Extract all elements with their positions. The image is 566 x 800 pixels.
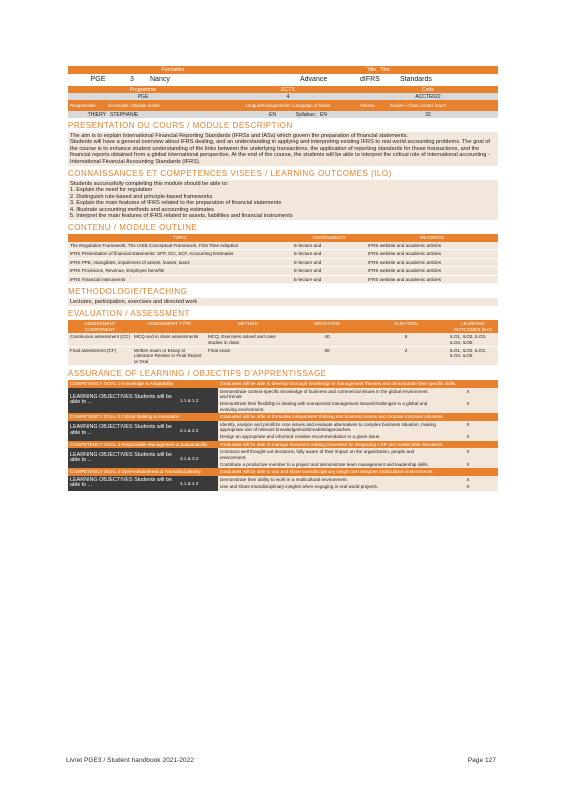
formation-label: Formation: [161, 67, 185, 73]
outline-assignment: E-lecture and: [292, 242, 366, 250]
table-row: [68, 258, 498, 266]
code-label: Code: [422, 86, 434, 93]
page-footer: [66, 757, 496, 764]
tuition-language: EN: [269, 111, 276, 118]
programme-level: 3: [130, 76, 134, 83]
objective-row: [68, 421, 498, 434]
outline-header-row: [68, 234, 498, 241]
objective-check: X: [466, 401, 470, 407]
assessment-header-weighting: WEIGHTING: [290, 320, 364, 333]
assessment-type: MCQ and in class assessments: [132, 333, 206, 346]
table-row: [68, 333, 498, 346]
outline-reading: IFRS website and academic articles: [366, 250, 498, 258]
assessment-weighting: 40: [290, 333, 364, 346]
outline-topic: IFRS Presentation of financial statements: SFP, SCI, SCF, Accounting Estimates: [68, 250, 292, 258]
assessment-header-component: ASSESSMENT COMPONENT: [68, 320, 132, 333]
objective-text: Demonstrate their flexibility in dealing with unexpected management issues/challenges in a global and evolving environment.: [220, 401, 428, 412]
course-sheet: [68, 66, 498, 491]
programme-label: Programme: [129, 86, 157, 93]
assessment-type: Written exam or Essay or Literature Review or Final Report or Oral: [132, 346, 206, 365]
header-row-5: [68, 100, 498, 111]
section-outcomes-title: CONNAISSANCES ET COMPETENCES VISEES / LEARNING OUTCOMES (ILO): [68, 169, 392, 179]
header-row-1: [68, 66, 498, 74]
learning-objectives-label: LEARNING OBJECTIVES Students will be able to ...: [68, 476, 178, 491]
objective-check: X: [466, 388, 470, 394]
programme-value: PGE: [137, 93, 149, 100]
outline-header-topic: TOPIC: [68, 234, 292, 241]
competency-goal-text: Graduates will be able to develop thorough knowledge in management theories and demonstrate their specific skills.: [218, 380, 498, 387]
objective-text: Identify, analyze and prioritize core issues and evaluate alternatives to complex business situation, making appropriate use of relevant knowledge/tools/models/approaches.: [220, 421, 436, 432]
competency-goal-label: COMPETENCY GOAL 2 Critical thinking & Innovation: [68, 413, 218, 420]
footer-page: [468, 757, 496, 764]
outcome-item: 3. Explain the main features of IFRS related to the preparation of financial statements: [70, 200, 282, 207]
section-assurance-title: ASSURANCE OF LEARNING / OBJECTIFS D'APPRENTISSAGE: [68, 369, 327, 379]
ects-label: ECTS: [281, 86, 295, 93]
objective-check: X: [466, 484, 470, 490]
competency-goal-text: Graduates will be able to manage decisions making processes by integrating CSR and sustainable standards.: [218, 441, 498, 448]
assessment-ilo: ILO1, ILO2, ILO3, ILO4, ILO5: [448, 346, 498, 365]
objective-numbers: 2.1 & 2.2: [178, 421, 218, 441]
assessment-duration: 2: [364, 346, 448, 365]
section-presentation-title: PRESENTATION DU COURS / MODULE DESCRIPTION: [68, 121, 293, 130]
outline-header-assignments: ASSIGNMENTS: [292, 234, 366, 241]
objective-check: X: [466, 421, 470, 427]
contact-hours-label: horaire / Class contact hours: [390, 102, 446, 108]
competency-goal-row: [68, 380, 498, 387]
outcome-item: 2. Distinguish rule-based and principle-based frameworks: [70, 193, 213, 200]
course-word-3: Standards: [400, 76, 432, 83]
leader-first-name: STEPHANIE: [110, 111, 139, 118]
outline-assignment: E-lecture and: [292, 275, 366, 283]
table-row: [68, 250, 498, 258]
contact-hours-value: 32: [425, 111, 431, 118]
table-row: [68, 346, 498, 365]
header-row-4: [68, 93, 498, 100]
header-row-6: [68, 111, 498, 118]
section-methodology-title: METHODOLOGIE/TEACHING: [68, 286, 188, 296]
learning-objectives-label: LEARNING OBJECTIVES Students will be able to ...: [68, 388, 178, 414]
learning-objectives-label: LEARNING OBJECTIVES Students will be able to ...: [68, 421, 178, 441]
presentation-paragraph: The aim is to explain International Financial Reporting Standards (IFRSs and IASs) which govern the preparation of financial statements.: [70, 133, 408, 139]
assessment-duration: 6: [364, 333, 448, 346]
objective-row: [68, 388, 498, 401]
outline-topic: IFRS PPE, intangibles, impairment of assets, leases, taxes: [68, 258, 292, 266]
header-row-2: [68, 74, 498, 86]
outcomes-intro: Students successfully completing this module should be able to:: [70, 181, 229, 188]
objective-row: [68, 448, 498, 461]
competency-goal-label: COMPETENCY GOAL 1 Knowledge & Adaptability: [68, 380, 218, 387]
language-label: Langue/Enseignement / Language of tuition: [245, 102, 331, 108]
section-evaluation-title: EVALUATION / ASSESSMENT: [68, 309, 190, 319]
objective-text: Demonstrate their ability to work in a multicultural environment.: [220, 476, 348, 482]
competency-goal-row: [68, 441, 498, 448]
ects-value: 4: [286, 93, 290, 100]
course-word-1: Advance: [300, 76, 328, 83]
objective-text: Contribute a productive member to a project and demonstrate team management and leadership skills.: [220, 462, 429, 468]
table-row: [68, 275, 498, 283]
assessment-header-method: METHOD: [206, 320, 290, 333]
objective-check: X: [466, 476, 470, 482]
assessment-header-row: [68, 320, 498, 333]
syllabus-language: EN: [320, 111, 327, 118]
objective-text: Use and share transdisciplinary insights when engaging in real world projects.: [220, 484, 379, 490]
competency-goal-label: COMPETENCY GOAL 3 Responsible Management & Sustainability: [68, 441, 218, 448]
assessment-header-ilo: LEARNING OUTCOMES (ILO): [448, 320, 498, 333]
outline-reading: IFRS website and academic articles: [366, 242, 498, 250]
outline-header-readings: READINGS: [366, 234, 498, 241]
objective-text: Demonstrate context-specific knowledge of business and commercial issues in the global environment and trends: [220, 388, 428, 399]
outline-topic: The Regulation Framework, The IASB Conceptual Framework, First Time Adoption: [68, 242, 292, 250]
assessment-header-type: ASSESSMENT TYPE: [132, 320, 206, 333]
outline-reading: IFRS website and academic articles: [366, 258, 498, 266]
competency-goal-row: [68, 413, 498, 420]
programme-name: PGE: [90, 76, 106, 83]
campus-name: Nancy: [150, 76, 170, 83]
outline-topic: IFRS Provisions, Revenue, Employee benefits: [68, 267, 292, 275]
competency-goal-text: Graduates will be able to formulate independent thinking into business issues and propose informed solutions.: [218, 413, 498, 420]
presentation-text: [68, 132, 498, 166]
outcome-item: 5. Interpret the main features of IFRS related to assets, liabilities and financial instruments: [70, 213, 293, 220]
assessment-weighting: 60: [290, 346, 364, 365]
competency-goal-label: COMPETENCY GOAL 4 Open-mindedness & Transdisciplinarity: [68, 468, 218, 475]
assessment-header-duration: DURATION: [364, 320, 448, 333]
module-leader-label: du module / Module leader: [108, 102, 160, 108]
competency-goal-row: [68, 468, 498, 475]
assessment-ilo: ILO1, ILO2, ILO3, ILO4, ILO5: [448, 333, 498, 346]
footer-page-number: 127: [484, 757, 496, 764]
learning-objectives-label: LEARNING OBJECTIVES Students will be able to ...: [68, 448, 178, 468]
competency-goal-text: Graduates will be able to use and share transdisciplinary insight and integrate multicultural environments.: [218, 468, 498, 475]
objective-text: Design an appropriate and informed creative recommendation to a given issue.: [220, 434, 381, 440]
objective-check: X: [466, 434, 470, 440]
table-row: [68, 267, 498, 275]
volume-label: Volume: [360, 102, 375, 108]
footer-handbook-label: Livret PGE3 / Student handbook 2021-2022: [66, 757, 194, 764]
assessment-table: [68, 320, 498, 366]
outline-assignment: E-lecture and: [292, 250, 366, 258]
objective-row: [68, 476, 498, 483]
outline-reading: IFRS website and academic articles: [366, 267, 498, 275]
code-value: ACCTE022: [415, 93, 441, 100]
outline-assignment: E-lecture and: [292, 258, 366, 266]
responsable-label: Responsable: [70, 102, 96, 108]
leader-last-name: THIERY: [87, 111, 106, 118]
objective-check: X: [466, 462, 470, 468]
syllabus-label: Syllabus:: [295, 111, 316, 118]
outcomes-block: [68, 180, 498, 220]
assessment-component: Continuous assessment (CC): [68, 333, 132, 346]
outcome-item: 4. Illustrate accounting methods and accounting estimates: [70, 206, 214, 213]
aol-table: [68, 380, 498, 491]
outline-assignment: E-lecture and: [292, 267, 366, 275]
footer-page-label: Page: [467, 757, 484, 764]
objective-numbers: 4.1 & 4.2: [178, 476, 218, 491]
section-outline-title: CONTENU / MODULE OUTLINE: [68, 223, 198, 233]
outcome-item: 1. Explain the need for regulation: [70, 187, 153, 194]
assessment-method: MCQ, Exercises solved and case studies in class: [206, 333, 290, 346]
outline-table: [68, 234, 498, 283]
methodology-text: Lectures, participation, exercises and directed work: [68, 298, 498, 306]
title-label: Title: [366, 67, 376, 73]
objective-numbers: 3.1 & 3.2: [178, 448, 218, 468]
objective-text: Construct well thought-out decisions, fully aware of their impact on the organization, people and environment.: [220, 449, 415, 460]
outline-topic: IFRS Financial instruments: [68, 275, 292, 283]
assessment-component: Final assessment (CF): [68, 346, 132, 365]
objective-check: X: [466, 449, 470, 455]
table-row: [68, 242, 498, 250]
objective-numbers: 1.1 & 1.2: [178, 388, 218, 414]
titre-label: Titre: [380, 67, 390, 73]
presentation-paragraph: Students will have a general overview about IFRS dealing, and an understanding in applying and interpreting existing IFRS to real world accounting problems. The goal of the course is to enhance student understanding of the links between the underlying transactions, the application of reporting standards for those transactions, and the financial reports obtained from a global international perspective. At the end of the course, the students will be able to interpret the critical role of international accounting - International Financial Accounting Standards (IFRS).: [70, 139, 490, 165]
assessment-method: Final exam: [206, 346, 290, 365]
outline-reading: IFRS website and academic articles: [366, 275, 498, 283]
course-word-2: dIFRS: [360, 76, 380, 83]
